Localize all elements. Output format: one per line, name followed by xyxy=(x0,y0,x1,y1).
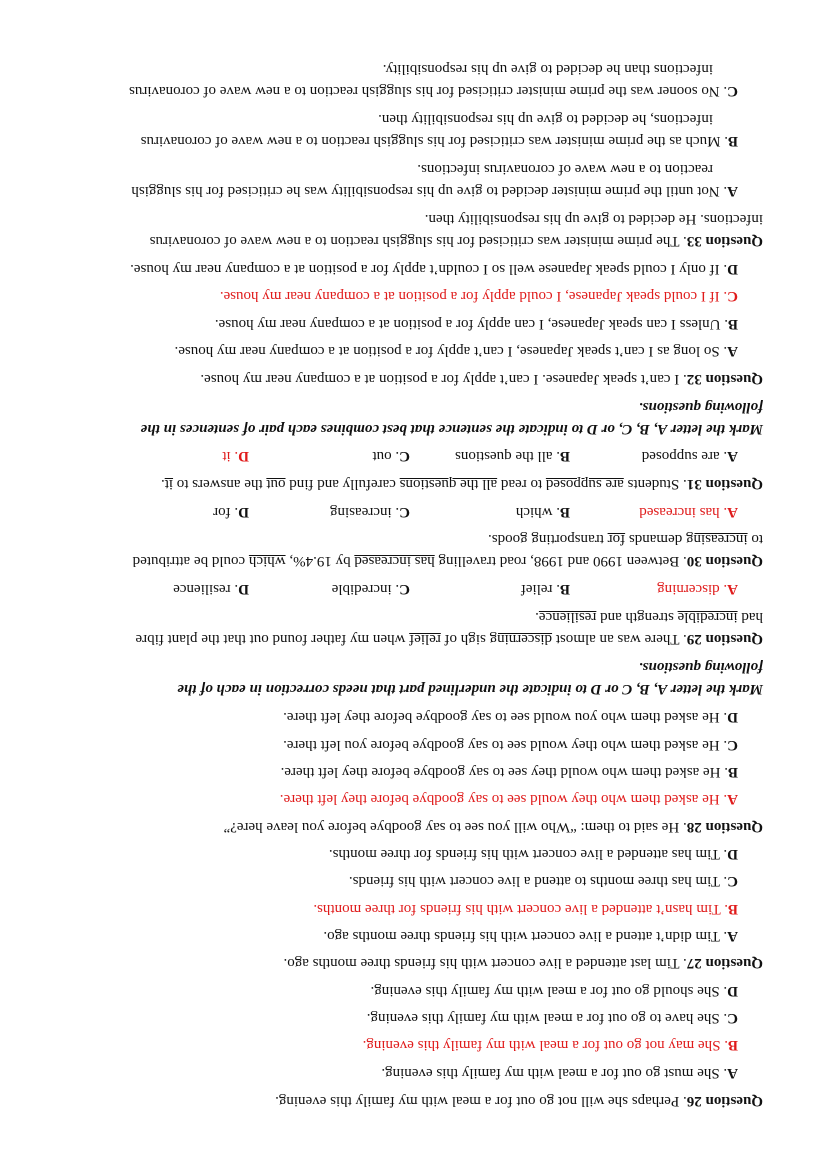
question-29-option-a: A. discerning xyxy=(657,581,738,597)
question-28-option-b: B. He asked them who would they see to say goodbye before they left there. xyxy=(280,764,738,780)
question-29-stem: Question 29. There was an almost discerning sigh of relief when my father found out that the plant fibre xyxy=(135,631,763,647)
question-30-option-a: A. has increased xyxy=(639,504,738,520)
question-31-option-a: A. are supposed xyxy=(641,448,738,464)
section-instruction-error-identification-cont: following questions. xyxy=(638,659,763,675)
question-32-option-d: D. If only I could speak Japanese well so I couldn’t apply for a position at a company near my house. xyxy=(130,261,738,277)
question-29-option-d: D. resilience xyxy=(173,581,249,597)
question-29-stem-cont: had incredible strength and resilience. xyxy=(535,609,763,625)
question-31-option-c: C. out xyxy=(372,448,410,464)
question-28-stem: Question 28. He said to them: “Who will you see to say goodbye before you leave here?” xyxy=(223,819,763,835)
question-28-option-a: A. He asked them who they would see to say goodbye before they left there. xyxy=(279,791,738,807)
question-32-option-b: B. Unless I can speak Japanese, I can apply for a position at a company near my house. xyxy=(214,316,738,332)
question-33-option-c: C. No sooner was the prime minister criticised for his sluggish reaction to a new wave of coronavirus xyxy=(128,83,738,99)
question-30-stem: Question 30. Between 1990 and 1998, road travelling has increased by 19.4%, which could be attributed xyxy=(132,553,763,569)
question-29-option-b: B. relief xyxy=(520,581,570,597)
question-28-option-c: C. He asked them who they would see to say goodbye before you left there. xyxy=(283,737,738,753)
question-32-stem: Question 32. I can’t speak Japanese. I can’t apply for a position at a company near my house. xyxy=(200,371,763,387)
question-33-option-b: B. Much as the prime minister was criticised for his sluggish reaction to a new wave of coronavirus xyxy=(140,133,738,149)
question-26-option-c: C. She have to go out for a meal with my family this evening. xyxy=(366,1010,738,1026)
question-26-stem: Question 26. Perhaps she will not go out for a meal with my family this evening. xyxy=(275,1093,763,1109)
question-26-option-d: D. She should go out for a meal with my family this evening. xyxy=(370,983,738,999)
question-27-option-a: A. Tim didn’t attend a live concert with his friends three months ago. xyxy=(323,928,738,944)
question-27-option-b: B. Tim hasn’t attended a live concert with his friends for three months. xyxy=(313,901,738,917)
question-31-stem: Question 31. Students are supposed to read all the questions carefully and find out the answers to it. xyxy=(160,476,763,492)
question-30-option-c: C. increasing xyxy=(330,504,410,520)
question-26-option-a: A. She must go out for a meal with my family this evening. xyxy=(381,1065,738,1081)
question-33-option-c-cont: infections than he decided to give up his responsibility. xyxy=(382,61,713,77)
question-32-option-a: A. So long as I can’t speak Japanese, I can’t apply for a position at a company near my house. xyxy=(174,343,738,359)
question-33-option-a: A. Not until the prime minister decided to give up his responsibility was he criticised for his sluggish xyxy=(131,183,738,199)
question-33-stem-cont: infections. He decided to give up his responsibility then. xyxy=(424,211,763,227)
question-31-option-d: D. it xyxy=(222,448,249,464)
question-33-option-b-cont: infections, he decided to give up his responsibility then. xyxy=(378,111,713,127)
question-30-stem-cont: to increasing demands for transporting goods. xyxy=(488,531,763,547)
question-33-option-a-cont: reaction to a new wave of coronavirus infections. xyxy=(417,161,713,177)
question-31-option-b: B. all the questions xyxy=(454,448,570,464)
question-26-option-b: B. She may not go out for a meal with my family this evening. xyxy=(362,1037,738,1053)
question-30-option-b: B. which xyxy=(515,504,570,520)
question-30-option-d: D. for xyxy=(213,504,249,520)
question-27-option-d: D. Tim has attended a live concert with his friends for three months. xyxy=(328,846,738,862)
question-27-option-c: C. Tim has three months to attend a live concert with his friends. xyxy=(348,873,738,889)
section-instruction-sentence-combination-cont: following questions. xyxy=(638,399,763,415)
section-instruction-error-identification: Mark the letter A, B, C or D to indicate the underlined part that needs correction in each of the xyxy=(177,681,763,697)
question-29-option-c: C. incredible xyxy=(331,581,410,597)
section-instruction-sentence-combination: Mark the letter A, B, C, or D to indicate the sentence that best combines each pair of sentences in the xyxy=(140,421,763,437)
question-32-option-c: C. If I could speak Japanese, I could apply for a position at a company near my house. xyxy=(219,288,738,304)
question-33-stem: Question 33. The prime minister was criticised for his sluggish reaction to a new wave of coronavirus xyxy=(149,233,763,249)
question-28-option-d: D. He asked them who you would see to say goodbye before they left there. xyxy=(283,709,738,725)
question-27-stem: Question 27. Tim last attended a live concert with his friends three months ago. xyxy=(283,955,763,971)
